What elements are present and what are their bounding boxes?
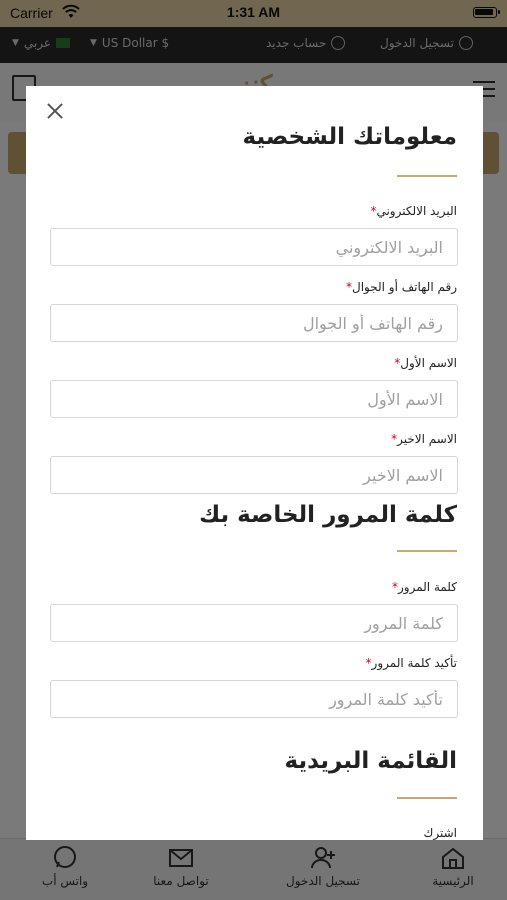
- phone-label: رقم الهاتف أو الجوال*: [345, 280, 457, 294]
- title-divider: [397, 550, 457, 552]
- personal-info-title: معلوماتك الشخصية: [242, 124, 457, 150]
- password-title: كلمة المرور الخاصة بك: [199, 502, 457, 528]
- mailing-list-title: القائمة البريدية: [284, 748, 457, 774]
- title-divider: [397, 175, 457, 177]
- subscribe-label[interactable]: اشترك: [423, 826, 457, 840]
- confirm-password-input[interactable]: [50, 680, 458, 718]
- required-mark: *: [370, 204, 377, 218]
- password-label: كلمة المرور*: [391, 580, 457, 594]
- email-input[interactable]: [50, 228, 458, 266]
- required-mark: *: [345, 280, 352, 294]
- first-name-label: الاسم الأول*: [394, 356, 457, 370]
- required-mark: *: [394, 356, 401, 370]
- required-mark: *: [365, 656, 372, 670]
- close-icon[interactable]: [40, 96, 70, 126]
- required-mark: *: [391, 580, 398, 594]
- required-mark: *: [391, 432, 398, 446]
- last-name-label: الاسم الاخير*: [391, 432, 457, 446]
- password-input[interactable]: [50, 604, 458, 642]
- email-label: البريد الالكتروني*: [370, 204, 457, 218]
- confirm-password-label: تأكيد كلمة المرور*: [365, 656, 457, 670]
- title-divider: [397, 797, 457, 799]
- registration-modal: [26, 86, 483, 840]
- phone-input[interactable]: [50, 304, 458, 342]
- first-name-input[interactable]: [50, 380, 458, 418]
- last-name-input[interactable]: [50, 456, 458, 494]
